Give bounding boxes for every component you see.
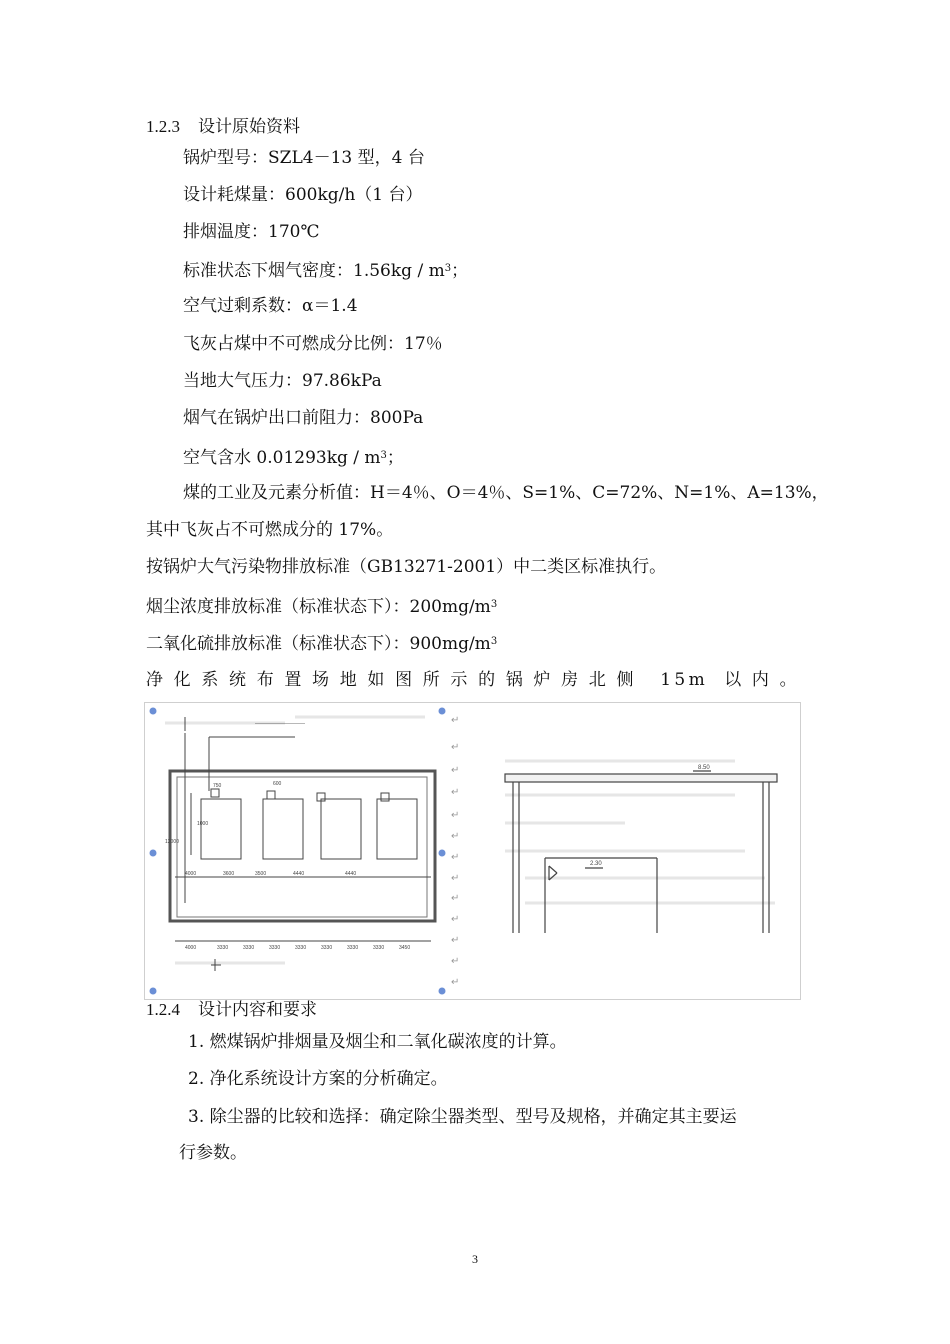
svg-text:↵: ↵: [451, 831, 460, 842]
svg-text:↵: ↵: [451, 765, 460, 776]
plan-label: 3330: [347, 945, 359, 951]
plan-label: 3330: [373, 945, 385, 951]
site-layout-figure: [144, 702, 801, 1000]
plan-label: 600: [273, 781, 282, 787]
resize-handle[interactable]: [150, 708, 157, 715]
elevation-label: 8.50: [698, 765, 710, 771]
plan-label: 1000: [197, 821, 209, 827]
plan-label: 4440: [345, 871, 357, 877]
plan-label: 3330: [295, 945, 307, 951]
param-fly-ash-ratio: 飞灰占煤中不可燃成分比例：17％: [183, 334, 443, 354]
plan-label: 3450: [399, 945, 411, 951]
elevation-label: 2.30: [590, 861, 602, 867]
page-number: 3: [472, 1252, 478, 1266]
plan-label: 4000: [185, 945, 197, 951]
param-coal-consumption: 设计耗煤量：600kg/h（1 台）: [183, 185, 423, 205]
svg-text:↵: ↵: [451, 810, 460, 821]
coal-analysis-line-cont: 其中飞灰占不可燃成分的 17%。: [146, 520, 394, 540]
section-title: 设计内容和要求: [198, 1000, 317, 1020]
section-title: 设计原始资料: [198, 117, 300, 137]
svg-text:↵: ↵: [451, 873, 460, 884]
plan-label: 4000: [185, 871, 197, 877]
plan-title: ——————————: [255, 721, 305, 727]
requirement-item-cont: 行参数。: [179, 1143, 247, 1163]
plan-label: 750: [213, 783, 222, 789]
svg-text:↵: ↵: [451, 715, 460, 726]
plan-label: 12000: [165, 839, 179, 845]
plan-label: 3500: [255, 871, 267, 877]
svg-text:↵: ↵: [451, 956, 460, 967]
section-heading-1-2-3: [146, 116, 300, 138]
svg-text:↵: ↵: [451, 742, 460, 753]
section-number: 1.2.4: [146, 1000, 180, 1019]
so2-standard-line: 二氧化硫排放标准（标准状态下）：$900mg/m^3$: [146, 634, 498, 654]
plan-label: 3330: [243, 945, 255, 951]
plan-label: 3330: [269, 945, 281, 951]
svg-text:↵: ↵: [451, 852, 460, 863]
svg-text:↵: ↵: [451, 935, 460, 946]
resize-handle[interactable]: [150, 850, 157, 857]
plan-label: 3330: [217, 945, 229, 951]
resize-handle[interactable]: [439, 850, 446, 857]
svg-text:↵: ↵: [451, 914, 460, 925]
param-air-moisture: 空气含水 $0.01293kg / m^3$；: [183, 448, 404, 468]
param-excess-air: 空气过剩系数：α＝1.4: [183, 296, 358, 316]
site-layout-line: 净化系统布置场地如图所示的锅炉房北侧 15m 以内。: [146, 670, 800, 690]
param-exhaust-temp: 排烟温度：170℃: [183, 222, 320, 242]
resize-handle[interactable]: [439, 708, 446, 715]
svg-text:↵: ↵: [451, 893, 460, 904]
svg-text:↵: ↵: [451, 977, 460, 988]
param-flue-gas-density: 标准状态下烟气密度：$1.56kg / m^3$；: [183, 261, 469, 281]
resize-handle[interactable]: [439, 988, 446, 995]
requirement-item: 1. 燃煤锅炉排烟量及烟尘和二氧化碳浓度的计算。: [188, 1032, 567, 1052]
svg-text:↵: ↵: [451, 787, 460, 798]
resize-handle[interactable]: [150, 988, 157, 995]
figure-drawing: [145, 703, 800, 999]
dust-standard-line: 烟尘浓度排放标准（标准状态下）：$200mg/m^3$: [146, 597, 498, 617]
section-number: 1.2.3: [146, 117, 180, 136]
param-atm-pressure: 当地大气压力：97.86kPa: [183, 371, 382, 391]
coal-analysis-line: 煤的工业及元素分析值：H＝4％、O＝4％、S=1%、C=72%、N=1%、A=13%，: [183, 483, 829, 503]
plan-label: 3600: [223, 871, 235, 877]
section-heading-1-2-4: [146, 999, 317, 1021]
requirement-item: 3. 除尘器的比较和选择：确定除尘器类型、型号及规格，并确定其主要运: [188, 1107, 737, 1127]
plan-label: 3330: [321, 945, 333, 951]
plan-label: 4440: [293, 871, 305, 877]
requirement-item: 2. 净化系统设计方案的分析确定。: [188, 1069, 448, 1089]
param-resistance: 烟气在锅炉出口前阻力：800Pa: [183, 408, 424, 428]
emission-standard-line: 按锅炉大气污染物排放标准（GB13271-2001）中二类区标准执行。: [146, 557, 667, 577]
param-boiler-model: 锅炉型号：SZL4－13 型，4 台: [183, 148, 425, 168]
